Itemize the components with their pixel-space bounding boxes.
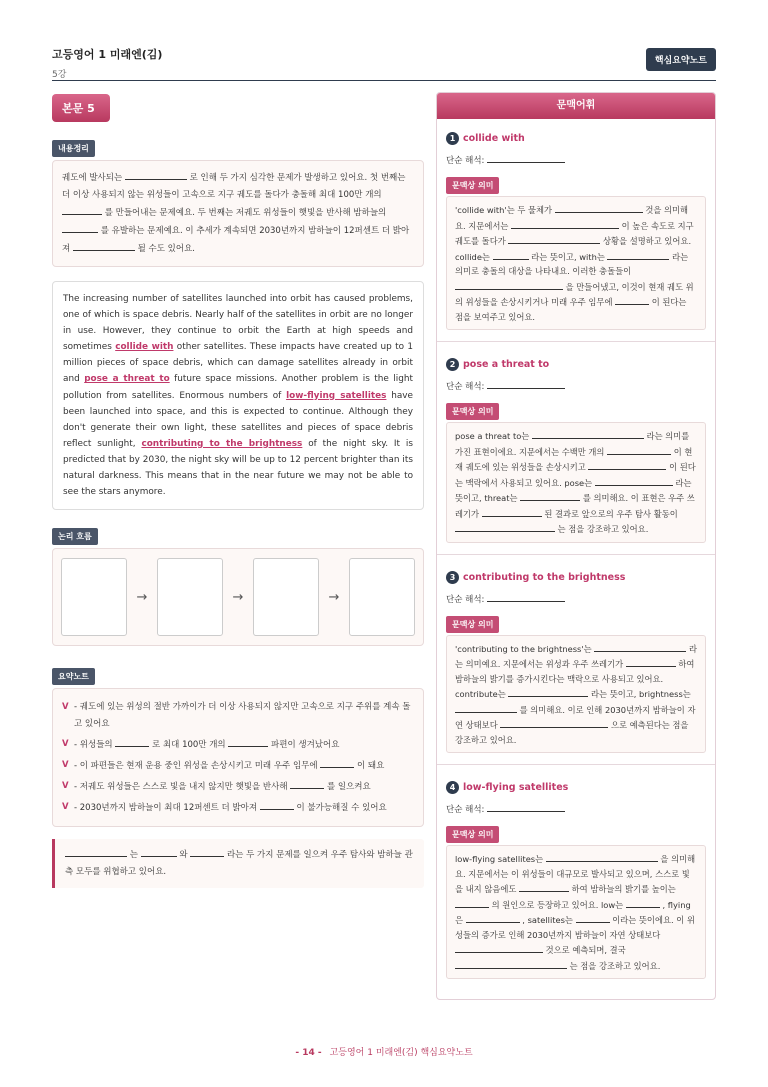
- blank-field[interactable]: [607, 444, 671, 455]
- blank-field[interactable]: [62, 222, 98, 233]
- note-text: - 2030년까지 밤하늘이 최대 12퍼센트 더 밝아져: [74, 803, 258, 814]
- summary-box: [52, 160, 424, 267]
- context-text: 라는 의미를 가진 표현이에요. 지문에서는 수백만 개의: [455, 431, 690, 457]
- context-text: 'collide with'는 두 물체가: [455, 205, 553, 215]
- flow-box[interactable]: [253, 558, 319, 636]
- context-text: 된 결과로 앞으로의 우주 탐사 활동이: [544, 508, 678, 519]
- check-v-icon: V: [62, 760, 69, 771]
- blank-field[interactable]: [320, 757, 354, 768]
- highlight-term: pose a threat to: [84, 374, 170, 385]
- conclusion-text: 와: [179, 850, 188, 861]
- blank-field[interactable]: [290, 778, 324, 789]
- note-text: - 이 파편들은 현재 운용 중인 위성을 손상시키고 미래 우주 임무에: [74, 761, 318, 772]
- book-title: 고등영어 1 미래엔(김): [52, 48, 163, 61]
- context-box: [446, 422, 706, 543]
- blank-field[interactable]: [626, 656, 676, 667]
- blank-field[interactable]: [65, 846, 127, 857]
- item-number: 4: [446, 781, 459, 794]
- flow-tag: 논리 흐름: [52, 528, 98, 545]
- highlight-term: low-flying satellites: [286, 390, 387, 401]
- context-tag: 문맥상 의미: [446, 616, 499, 633]
- note-text: 이 불가능해질 수 있어요: [296, 803, 387, 814]
- arrow-right-icon: →: [136, 589, 148, 605]
- context-text: 라는 의미예요. 지문에서는 위성과 우주 쓰레기가: [455, 643, 697, 669]
- context-text: 상황을 설명하고 있어요. collide는: [455, 236, 692, 262]
- context-tag: 문맥상 의미: [446, 826, 499, 843]
- page-number: - 14 -: [295, 1048, 322, 1058]
- blank-field[interactable]: [487, 378, 565, 389]
- note-text: 로 최대 100만 개의: [152, 740, 226, 751]
- check-v-icon: V: [62, 702, 69, 713]
- note-item: [62, 736, 414, 754]
- blank-field[interactable]: [508, 233, 600, 244]
- blank-field[interactable]: [594, 641, 686, 652]
- blank-field[interactable]: [190, 846, 224, 857]
- context-text: 이라는 뜻이에요. 이 위성들의 증가로 인해 2030년까지 밤하늘이 자연 상태보다: [455, 915, 695, 940]
- vocab-term: contributing to the brightness: [463, 571, 626, 583]
- note-text: 를 일으켜요: [326, 782, 371, 793]
- note-item: [62, 799, 414, 817]
- context-text: 을 의미해요. 지문에서는 이 위성들이 대규모로 발사되고 있으며, 스스로 빛을 내지 않음에도: [455, 854, 696, 894]
- context-box: [446, 845, 706, 979]
- vocab-title: 문맥어휘: [437, 93, 715, 119]
- literal-label: 단순 해석:: [446, 805, 485, 815]
- blank-field[interactable]: [228, 736, 268, 747]
- context-text: 를 의미해요. 이 표현은 우주 쓰레기가: [455, 493, 695, 519]
- blank-field[interactable]: [455, 521, 555, 532]
- blank-field[interactable]: [455, 279, 563, 290]
- summary-text: 를 유발하는 문제예요. 이 추세가 계속되면 2030년까지 밤하늘이 12퍼센트 더 밝아져: [62, 226, 410, 254]
- context-box: [446, 196, 706, 330]
- context-tag: 문맥상 의미: [446, 403, 499, 420]
- literal-label: 단순 해석:: [446, 382, 485, 392]
- blank-field[interactable]: [588, 459, 666, 470]
- context-text: pose a threat to는: [455, 431, 530, 441]
- vocab-panel: [436, 92, 716, 1000]
- item-number: 2: [446, 358, 459, 371]
- literal-line: [446, 152, 706, 166]
- blank-field[interactable]: [487, 591, 565, 602]
- context-text: 이 높은 속도로 지구 궤도를 돌다가: [455, 220, 694, 246]
- passage-text: The increasing number of satellites launched into orbit has caused problems, one of which is space debris. Nearly half of the satellites in orbit are no longer in use. However, they continue to orbit the Earth at high speeds and sometimes: [63, 294, 413, 353]
- blank-field[interactable]: [115, 736, 149, 747]
- flow-box[interactable]: [61, 558, 127, 636]
- context-text: 하여 밤하늘의 밝기를 증가시킨다는 맥락으로 사용되고 있어요. contribute는: [455, 659, 695, 699]
- context-text: 는 점을 강조하고 있어요.: [569, 960, 661, 971]
- note-item: [62, 757, 414, 775]
- section-title: 본문 5: [52, 94, 110, 122]
- note-text: - 궤도에 있는 위성의 절반 가까이가 더 이상 사용되지 않지만 고속으로 지구 주위를 계속 돌고 있어요: [74, 702, 411, 730]
- vocab-item: [437, 128, 715, 330]
- context-text: 이 현재 궤도에 있는 위성들을 손상시키고: [455, 446, 693, 472]
- blank-field[interactable]: [532, 428, 644, 439]
- blank-field[interactable]: [455, 942, 543, 953]
- context-text: low-flying satellites는: [455, 854, 544, 864]
- footer-title: 고등영어 1 미래엔(김) 핵심요약노트: [329, 1048, 473, 1058]
- logic-flow: [52, 548, 424, 646]
- check-v-icon: V: [62, 802, 69, 813]
- context-text: 라는 의미로 충돌의 대상을 나타내요. 이러한 충돌들이: [455, 251, 689, 276]
- blank-field[interactable]: [455, 897, 489, 908]
- context-box: [446, 635, 706, 754]
- literal-label: 단순 해석:: [446, 156, 485, 166]
- context-text: 'contributing to the brightness'는: [455, 643, 592, 654]
- blank-field[interactable]: [519, 881, 569, 892]
- context-text: , satellites는: [522, 915, 573, 925]
- summary-text: 될 수도 있어요.: [137, 244, 195, 254]
- left-column: [52, 94, 424, 888]
- blank-field[interactable]: [626, 897, 660, 908]
- context-text: 라는 뜻이고, with는: [531, 251, 605, 262]
- context-text: 이 된다는 점을 보여주고 있어요.: [455, 297, 687, 322]
- blank-field[interactable]: [73, 240, 135, 251]
- blank-field[interactable]: [508, 686, 588, 697]
- literal-line: [446, 801, 706, 815]
- note-text: 이 돼요: [356, 761, 385, 772]
- blank-field[interactable]: [555, 202, 643, 213]
- item-number: 1: [446, 132, 459, 145]
- note-text: - 저궤도 위성들은 스스로 빛을 내지 않지만 햇빛을 반사해: [74, 782, 288, 793]
- summary-tag: 내용정리: [52, 140, 95, 157]
- context-text: 것을 의미해요. 지문에서는: [455, 205, 689, 231]
- divider: [437, 554, 715, 555]
- note-badge: 핵심요약노트: [646, 48, 716, 71]
- vocab-item: [437, 354, 715, 543]
- blank-field[interactable]: [595, 475, 673, 486]
- context-text: 라는 뜻이고, threat는: [455, 477, 692, 503]
- conclusion-box: [52, 839, 424, 888]
- context-text: 하여 밤하늘의 밝기를 높이는: [571, 884, 676, 894]
- page-header: [52, 46, 716, 80]
- note-text: 파편이 생겨났어요: [271, 740, 340, 751]
- blank-field[interactable]: [493, 249, 529, 260]
- passage-text: of the night sky. It is predicted that by 2030, the night sky will be up to 12 percent brighter than its natural darkness. This means that in the near future we may not be able to see the stars anymore.: [63, 438, 413, 498]
- blank-field[interactable]: [511, 218, 619, 229]
- lesson-number: 5강: [52, 70, 67, 80]
- blank-field[interactable]: [466, 912, 520, 923]
- blank-field[interactable]: [500, 717, 608, 728]
- arrow-right-icon: →: [232, 589, 244, 605]
- summary-text: 궤도에 발사되는: [62, 173, 123, 183]
- vocab-item: [437, 777, 715, 979]
- literal-label: 단순 해석:: [446, 594, 485, 605]
- blank-field[interactable]: [482, 506, 542, 517]
- flow-box[interactable]: [349, 558, 415, 636]
- blank-field[interactable]: [576, 912, 610, 923]
- note-item: [62, 699, 414, 733]
- highlight-term: contributing to the brightness: [141, 438, 303, 449]
- passage-text: have been launched into space, and this is expected to continue. Although they don't generate their own light, these satellites and pieces of space debris reflect sunlight,: [63, 390, 413, 449]
- context-text: 를 의미해요. 이로 인해 2030년까지 밤하늘이 자연 상태보다: [455, 704, 696, 730]
- blank-field[interactable]: [487, 152, 565, 163]
- passage-text: other satellites. These impacts have created up to 1 million pieces of space debris, which can damage satellites already in orbit and: [63, 342, 414, 385]
- vocab-item: [437, 567, 715, 754]
- header-divider: [52, 80, 716, 81]
- check-v-icon: V: [62, 739, 69, 750]
- summary-text: 를 만들어내는 문제예요. 두 번째는 저궤도 위성들이 햇빛을 반사해 밤하늘의: [104, 208, 387, 218]
- context-text: , flying은: [455, 899, 691, 925]
- reading-passage: [52, 281, 424, 510]
- note-text: - 위성들의: [74, 740, 113, 751]
- conclusion-text: 는: [129, 850, 138, 861]
- flow-box[interactable]: [157, 558, 223, 636]
- item-number: 3: [446, 571, 459, 584]
- vocab-term: collide with: [463, 133, 525, 144]
- check-v-icon: V: [62, 781, 69, 792]
- literal-line: [446, 378, 706, 392]
- vocab-term: pose a threat to: [463, 359, 550, 370]
- context-text: 을 만들어냈고, 이것이 현재 궤도 위의 위성들을 손상시키거나 미래 우주 임무에: [455, 281, 694, 307]
- literal-line: [446, 591, 706, 605]
- context-text: 는 점을 강조하고 있어요.: [557, 524, 649, 534]
- page-footer: [0, 1045, 768, 1058]
- blank-field[interactable]: [141, 846, 177, 857]
- context-text: 라는 뜻이고, brightness는: [591, 689, 691, 699]
- context-text: 으로 예측된다는 점을 강조하고 있어요.: [455, 720, 689, 745]
- passage-text: future space missions. Another problem is the light pollution from satellites. Enormous numbers of: [63, 374, 413, 401]
- summary-notes: [52, 688, 424, 827]
- blank-field[interactable]: [125, 169, 187, 180]
- arrow-right-icon: →: [328, 589, 340, 605]
- conclusion-text: 라는 두 가지 문제를 일으켜 우주 탐사와 밤하늘 관측 모두를 위협하고 있어요.: [65, 850, 413, 878]
- blank-field[interactable]: [546, 851, 658, 862]
- notes-tag: 요약노트: [52, 668, 95, 685]
- summary-text: 로 인해 두 가지 심각한 문제가 발생하고 있어요. 첫 번째는 더 이상 사용되지 않는 위성들이 고속으로 지구 궤도를 돌다가 충돌해 최대 100만 개의: [62, 173, 406, 200]
- blank-field[interactable]: [260, 799, 294, 810]
- context-text: 의 원인으로 등장하고 있어요. low는: [491, 899, 624, 910]
- context-tag: 문맥상 의미: [446, 177, 499, 194]
- context-text: 이 된다는 맥락에서 사용되고 있어요. pose는: [455, 462, 696, 488]
- blank-field[interactable]: [487, 801, 565, 812]
- blank-field[interactable]: [455, 702, 517, 713]
- highlight-term: collide with: [115, 342, 174, 353]
- divider: [437, 764, 715, 765]
- blank-field[interactable]: [62, 204, 102, 215]
- blank-field[interactable]: [455, 958, 567, 969]
- note-item: [62, 778, 414, 796]
- blank-field[interactable]: [607, 249, 669, 260]
- divider: [437, 341, 715, 342]
- vocab-term: low-flying satellites: [463, 782, 569, 793]
- blank-field[interactable]: [615, 294, 649, 305]
- blank-field[interactable]: [520, 490, 580, 501]
- context-text: 것으로 예측되며, 결국: [545, 945, 626, 955]
